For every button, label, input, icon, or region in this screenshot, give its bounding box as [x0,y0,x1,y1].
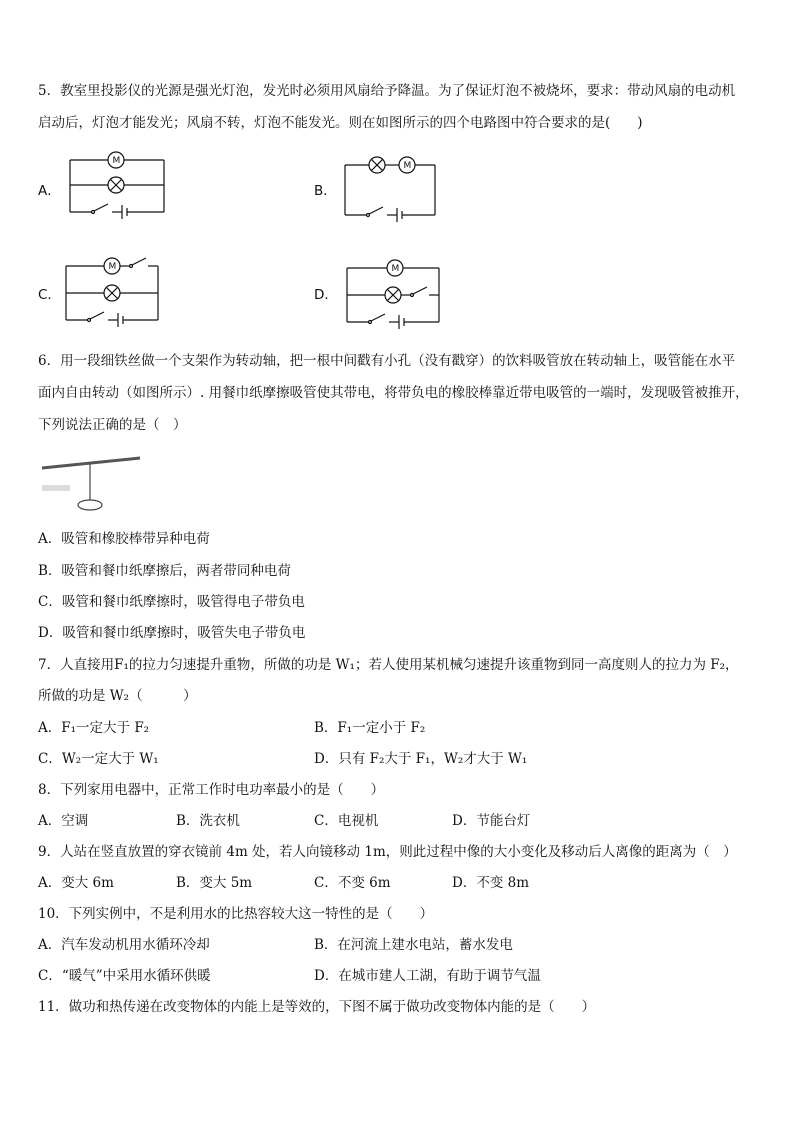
q8-option-c[interactable]: C．电视机 [314,813,379,829]
svg-text:M: M [112,156,121,166]
switch-icon [94,204,108,211]
svg-text:M: M [403,161,412,171]
q9-option-d[interactable]: D．不变 8m [452,875,530,891]
q8-option-d[interactable]: D．节能台灯 [452,813,531,829]
q6-stem-line2: 面内自由转动（如图所示）. 用餐巾纸摩擦吸管使其带电，将带负电的橡胶棒靠近带电吸管的一端时，发现吸管被推开， [38,385,749,401]
q7-option-b[interactable]: B．F₁一定小于 F₂ [314,720,426,736]
q7-option-a[interactable]: A．F₁一定大于 F₂ [38,720,150,736]
q11-stem: 11．做功和热传递在改变物体的内能上是等效的，下图不属于做功改变物体内能的是（ ） [38,999,596,1015]
switch-icon [371,314,385,321]
q9-stem: 9．人站在竖直放置的穿衣镜前 4m 处，若人向镜移动 1m，则此过程中像的大小变化及移动后人离像的距离为（ ） [38,844,737,860]
q10-option-a[interactable]: A．汽车发动机用水循环冷却 [38,937,210,953]
q5-circuit-a [70,150,165,216]
q6-stem-line3: 下列说法正确的是（ ） [38,417,187,433]
q5-stem-line1: 5．教室里投影仪的光源是强光灯泡，发光时必须用风扇给予降温。为了保证灯泡不被烧坏，要求：带动风扇的电动机 [38,83,736,99]
q5-circuit-b [345,155,437,217]
q8-option-a[interactable]: A．空调 [38,813,89,829]
q10-option-c[interactable]: C．“暖气”中采用水循环供暖 [38,968,211,984]
q6-option-d[interactable]: D．吸管和餐巾纸摩擦时，吸管失电子带负电 [38,625,306,641]
q6-option-a[interactable]: A．吸管和橡胶棒带异种电荷 [38,531,210,547]
switch-icon [369,207,383,214]
q5-circuit-c [66,256,161,324]
q5-option-c-label[interactable]: C． [38,287,61,303]
q6-straw-figure [40,450,144,516]
q8-option-b[interactable]: B．洗衣机 [176,813,240,829]
svg-text:M: M [391,264,400,274]
q7-stem-line2: 所做的功是 W₂（ ） [38,688,197,704]
q10-option-d[interactable]: D．在城市建人工湖，有助于调节气温 [314,968,541,984]
q9-option-b[interactable]: B．变大 5m [176,875,253,891]
svg-text:M: M [108,262,117,272]
switch-icon [413,287,427,294]
switch-icon [132,258,146,265]
q6-stem-line1: 6．用一段细铁丝做一个支架作为转动轴，把一根中间戳有小孔（没有戳穿）的饮料吸管放在转动轴上，吸管能在水平 [38,353,736,369]
q6-option-c[interactable]: C．吸管和餐巾纸摩擦时，吸管得电子带负电 [38,594,305,610]
switch-icon [90,312,104,319]
q9-option-c[interactable]: C．不变 6m [314,875,391,891]
q8-stem: 8．下列家用电器中，正常工作时电功率最小的是（ ） [38,782,385,798]
q5-stem-line2: 启动后，灯泡才能发光；风扇不转，灯泡不能发光。则在如图所示的四个电路图中符合要求的是( ) [38,115,643,131]
q7-stem-line1: 7．人直接用F₁的拉力匀速提升重物，所做的功是 W₁；若人使用某机械匀速提升该重物到同一高度则人的拉力为 F₂， [38,657,739,673]
q7-option-d[interactable]: D．只有 F₂大于 F₁，W₂才大于 W₁ [314,751,528,767]
q10-option-b[interactable]: B．在河流上建水电站，蓄水发电 [314,937,513,953]
q7-option-c[interactable]: C．W₂一定大于 W₁ [38,751,159,767]
q5-circuit-d [347,258,442,326]
q5-option-b-label[interactable]: B． [314,183,337,199]
q10-stem: 10．下列实例中，不是利用水的比热容较大这一特性的是（ ） [38,906,434,922]
q5-option-a-label[interactable]: A． [38,183,61,199]
q5-option-d-label[interactable]: D． [314,287,338,303]
q6-option-b[interactable]: B．吸管和餐巾纸摩擦后，两者带同种电荷 [38,563,291,579]
q9-option-a[interactable]: A．变大 6m [38,875,114,891]
